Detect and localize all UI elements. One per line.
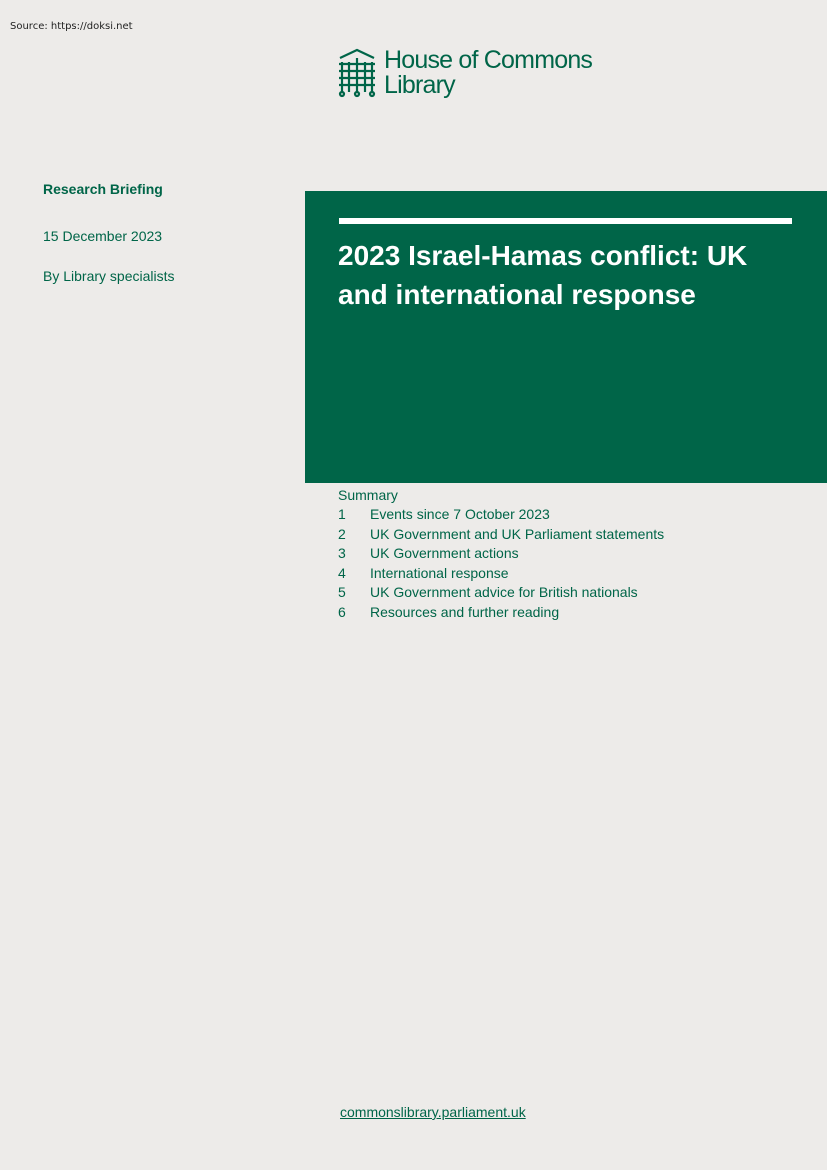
toc-item-label: Resources and further reading [370,603,560,620]
toc-item-number: 4 [338,564,346,581]
briefing-type: Research Briefing [43,181,163,197]
toc-item-label: UK Government and UK Parliament statements [370,525,665,542]
toc-item-label: International response [370,564,509,581]
logo-line-1: House of Commons [384,46,593,74]
toc-item-number: 5 [338,584,346,600]
toc-item[interactable] [338,544,664,564]
source-note: Source: https://doksi.net [10,21,133,32]
toc-item[interactable] [338,525,664,545]
house-of-commons-library-logo [336,48,592,98]
toc-item[interactable] [338,564,664,584]
toc-item-number: 3 [338,545,346,561]
toc-item-number: 2 [338,525,346,542]
toc-item-label: UK Government advice for British nationals [370,584,638,600]
toc-item[interactable] [338,505,664,525]
table-of-contents [338,486,664,622]
title-rule [339,218,792,224]
publication-date: 15 December 2023 [43,228,163,244]
author-line: By Library specialists [43,268,175,284]
toc-item-number: 6 [338,603,346,620]
website-link[interactable]: commonslibrary.parliament.uk [340,1104,526,1120]
toc-item[interactable] [338,583,664,603]
toc-item-label: Events since 7 October 2023 [370,506,550,522]
toc-item[interactable] [338,603,664,623]
logo-wordmark [384,48,592,98]
portcullis-icon [336,48,378,98]
toc-heading[interactable]: Summary [338,487,398,503]
toc-item-number: 1 [338,506,346,522]
toc-item-label: UK Government actions [370,545,519,561]
document-title: 2023 Israel-Hamas conflict: UK and international response [338,240,748,310]
title-panel [305,191,827,483]
logo-line-2: Library [384,71,455,99]
